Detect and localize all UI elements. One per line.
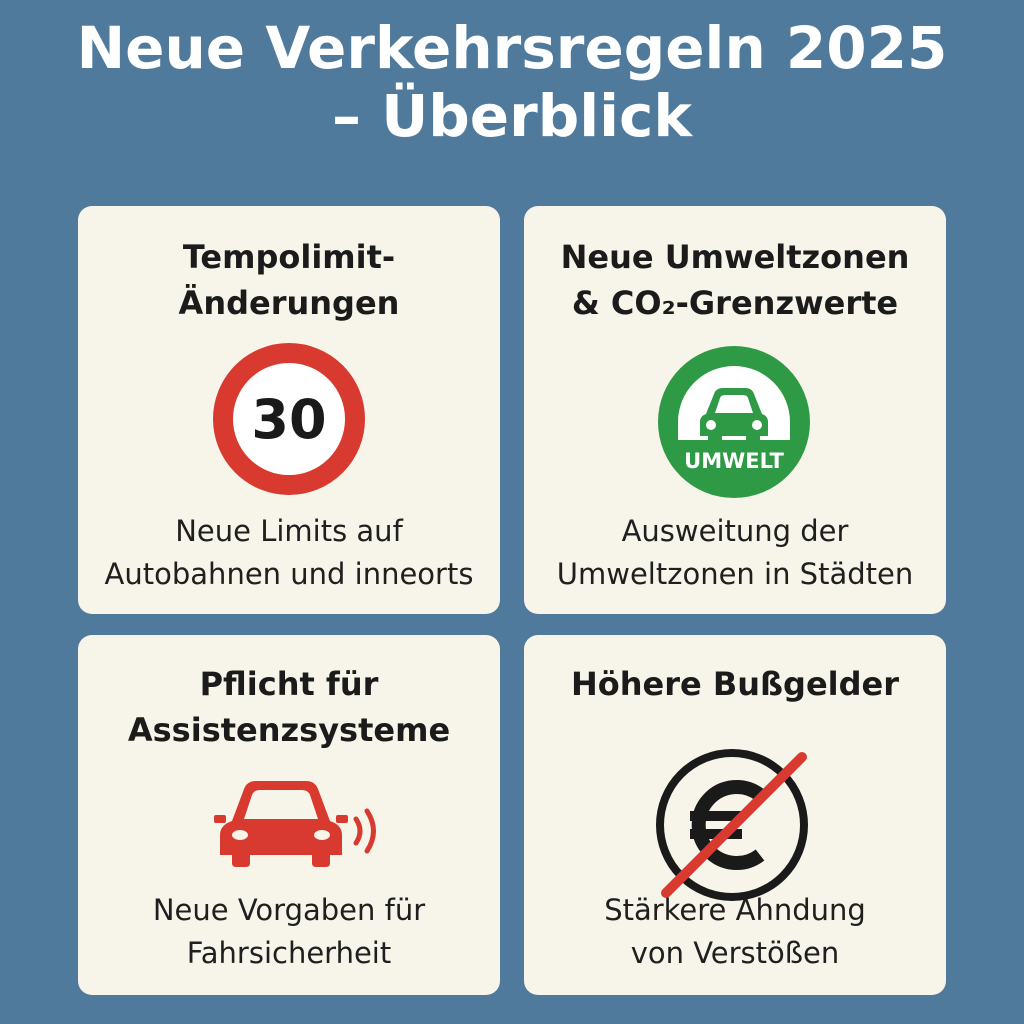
card-title-line-1: Tempolimit- [182,238,396,276]
title-line-2: – Überblick [332,82,692,150]
card-description [78,510,500,596]
card-title-line-2: & CO₂-Grenzwerte [571,284,899,322]
page-title [0,14,1024,150]
environmental-zone-badge-icon [656,344,812,500]
card-description [78,889,500,975]
card-desc-line-1: Neue Vorgaben für [152,893,426,927]
crossed-euro-icon [652,745,812,905]
car-with-sensor-icon [214,775,384,875]
card-title [524,234,946,326]
card-title [524,661,946,707]
card-higher-fines [524,635,946,995]
card-title-line-2: Änderungen [178,284,400,322]
card-assistance-systems [78,635,500,995]
card-desc-line-1: Stärkere Ahndung [604,893,866,927]
card-description [524,889,946,975]
card-title-line-2: Assistenzsysteme [127,711,451,749]
title-line-1: Neue Verkehrsregeln 2025 [76,14,948,82]
card-title [78,234,500,326]
card-environmental-zones [524,206,946,614]
card-title [78,661,500,753]
card-desc-line-1: Neue Limits auf [175,514,403,548]
badge-text: UMWELT [684,449,784,473]
card-desc-line-1: Ausweitung der [621,514,849,548]
card-title-line-1: Pflicht für [199,665,379,703]
sign-value: 30 [251,388,327,451]
card-desc-line-2: Umweltzonen in Städten [556,557,914,591]
card-desc-line-2: Fahrsicherheit [186,936,392,970]
card-title-line-1: Höhere Bußgelder [570,665,900,703]
card-description [524,510,946,596]
card-desc-line-2: von Verstößen [630,936,840,970]
card-title-line-1: Neue Umweltzonen [560,238,910,276]
card-desc-line-2: Autobahnen und inneorts [104,557,474,591]
card-speed-limit [78,206,500,614]
speed-limit-30-icon [212,342,366,496]
